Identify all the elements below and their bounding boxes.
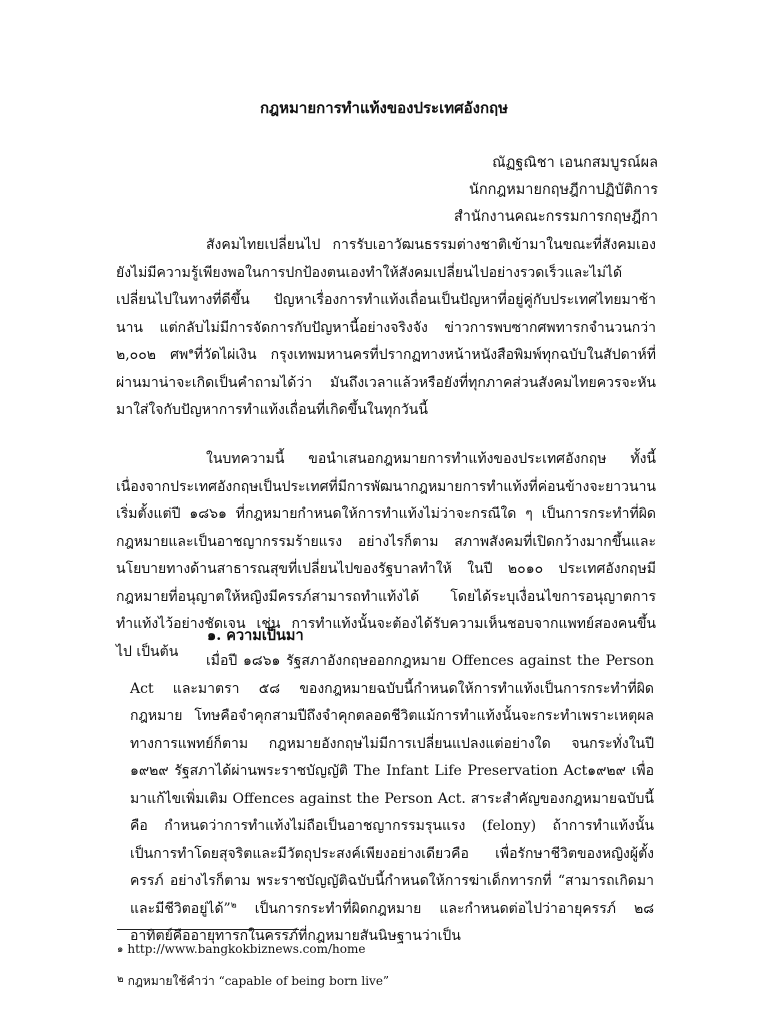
author-block <box>454 150 658 231</box>
footnote-ref-2[interactable]: ๒ <box>230 899 237 910</box>
footnote-2 <box>117 972 389 991</box>
footnote-ref-1[interactable]: ๑ <box>188 346 194 357</box>
background-paragraph <box>130 648 654 951</box>
footnote-1 <box>117 942 365 957</box>
footnote-1-link[interactable]: http://www.bangkokbiznews.com/home <box>127 942 366 956</box>
author-position: นักกฎหมายกฤษฎีกาปฏิบัติการ <box>468 182 658 198</box>
author-name: ณัฏฐณิชา เอนกสมบูรณ์ผล <box>492 155 658 171</box>
footnote-2-text: กฎหมายใช้คำว่า “capable of being born live” <box>127 974 390 988</box>
intro-paragraph <box>116 232 656 425</box>
footnote-divider <box>117 929 299 930</box>
section-heading-background: ๑. ความเป็นมา <box>207 627 304 644</box>
background-paragraph-text: เมื่อปี ๑๘๖๑ รัฐสภาอังกฤษออกกฎหมาย Offences against the Person Act และมาตรา ๕๘ ของกฎหมายฉบับนี้กำหนดให้การทำแท้งเป็นการกระทำที่ผิดกฎหมาย โทษคือจำคุกสามปีถึงจำคุกตลอดชีวิตแม้การทำแท้งนั้นจะกระทำเพราะเหตุผลทางการแพทย์ก็ตาม กฎหมายอังกฤษไม่มีการเปลี่ยนแปลงแต่อย่างใด จนกระทั่งในปี ๑๙๒๙ รัฐสภาได้ผ่านพระราชบัญญัติ The Infant Life Preservation Act๑๙๒๙ เพื่อมาแก้ไขเพิ่มเติม Offences against the Person Act. สาระสำคัญของกฎหมายฉบับนี้คือ กำหนดว่าการทำแท้งไม่ถือเป็นอาชญากรรมรุนแรง (felony) ถ้าการทำแท้งนั้นเป็นการทำโดยสุจริตและมีวัตถุประสงค์เพียงอย่างเดียวคือ เพื่อรักษาชีวิตของหญิงผู้ตั้งครรภ์ อย่างไรก็ตาม พระราชบัญญัติฉบับนี้กำหนดให้การฆ่าเด็กทารกที่ “สามารถเกิดมาและมีชีวิตอยู่ได้” <box>130 653 654 917</box>
footnote-2-mark: ๒ <box>117 974 124 985</box>
intro-paragraph-text-end: ที่วัดไผ่เงิน กรุงเทพมหานครที่ปรากฏทางหน้าหนังสือพิมพ์ทุกฉบับในสัปดาห์ที่ผ่านมาน่าจะเกิดเป็นคำถามได้ว่า มันถึงเวลาแล้วหรือยังที่ทุกภาคส่วนสังคมไทยควรจะหันมาใส่ใจกับปัญหาการทำแท้งเถื่อนที่เกิดขึ้นในทุกวันนี้ <box>116 347 656 418</box>
footnote-1-mark: ๑ <box>117 944 124 955</box>
background-paragraph-text-end: เป็นการกระทำที่ผิดกฎหมาย และกำหนดต่อไปว่าอายุครรภ์ ๒๘ อาทิตย์คืออายุทารกในครรภ์ที่กฎหมายสันนิษฐานว่าเป็น <box>130 900 654 944</box>
author-office: สำนักงานคณะกรรมการกฤษฎีกา <box>453 209 658 225</box>
intro-paragraph-text: สังคมไทยเปลี่ยนไป การรับเอาวัฒนธรรมต่างชาติเข้ามาในขณะที่สังคมเองยังไม่มีความรู้เพียงพอในการปกป้องตนเองทำให้สังคมเปลี่ยนไปอย่างรวดเร็วและไม่ได้เปลี่ยนไปในทางที่ดีขึ้น ปัญหาเรื่องการทำแท้งเถื่อนเป็นปัญหาที่อยู่คู่กับประเทศไทยมาช้านาน แต่กลับไม่มีการจัดการกับปัญหานี้อย่างจริงจัง ข่าวการพบซากศพทารกจำนวนกว่า ๒,๐๐๒ ศพ <box>116 237 656 363</box>
article-scope-paragraph: ในบทความนี้ ขอนำเสนอกฎหมายการทำแท้งของประเทศอังกฤษ ทั้งนี้ เนื่องจากประเทศอังกฤษเป็นประเทศที่มีการพัฒนากฎหมายการทำแท้งที่ค่อนข้างจะยาวนาน เริ่มตั้งแต่ปี ๑๘๖๑ ที่กฎหมายกำหนดให้การทำแท้งไม่ว่าจะกรณีใด ๆ เป็นการกระทำที่ผิดกฎหมายและเป็นอาชญากรรมร้ายแรง อย่างไรก็ตาม สภาพสังคมที่เปิดกว้างมากขึ้นและนโยบายทางด้านสาธารณสุขที่เปลี่ยนไปของรัฐบาลทำให้ ในปี ๒๐๑๐ ประเทศอังกฤษมีกฎหมายที่อนุญาตให้หญิงมีครรภ์สามารถทำแท้งได้ โดยได้ระบุเงื่อนไขการอนุญาตการทำแท้งไว้อย่างชัดเจน เช่น การทำแท้งนั้นจะต้องได้รับความเห็นชอบจากแพทย์สองคนขึ้นไป เป็นต้น <box>116 451 657 660</box>
document-title: กฎหมายการทำแท้งของประเทศอังกฤษ <box>259 99 509 117</box>
